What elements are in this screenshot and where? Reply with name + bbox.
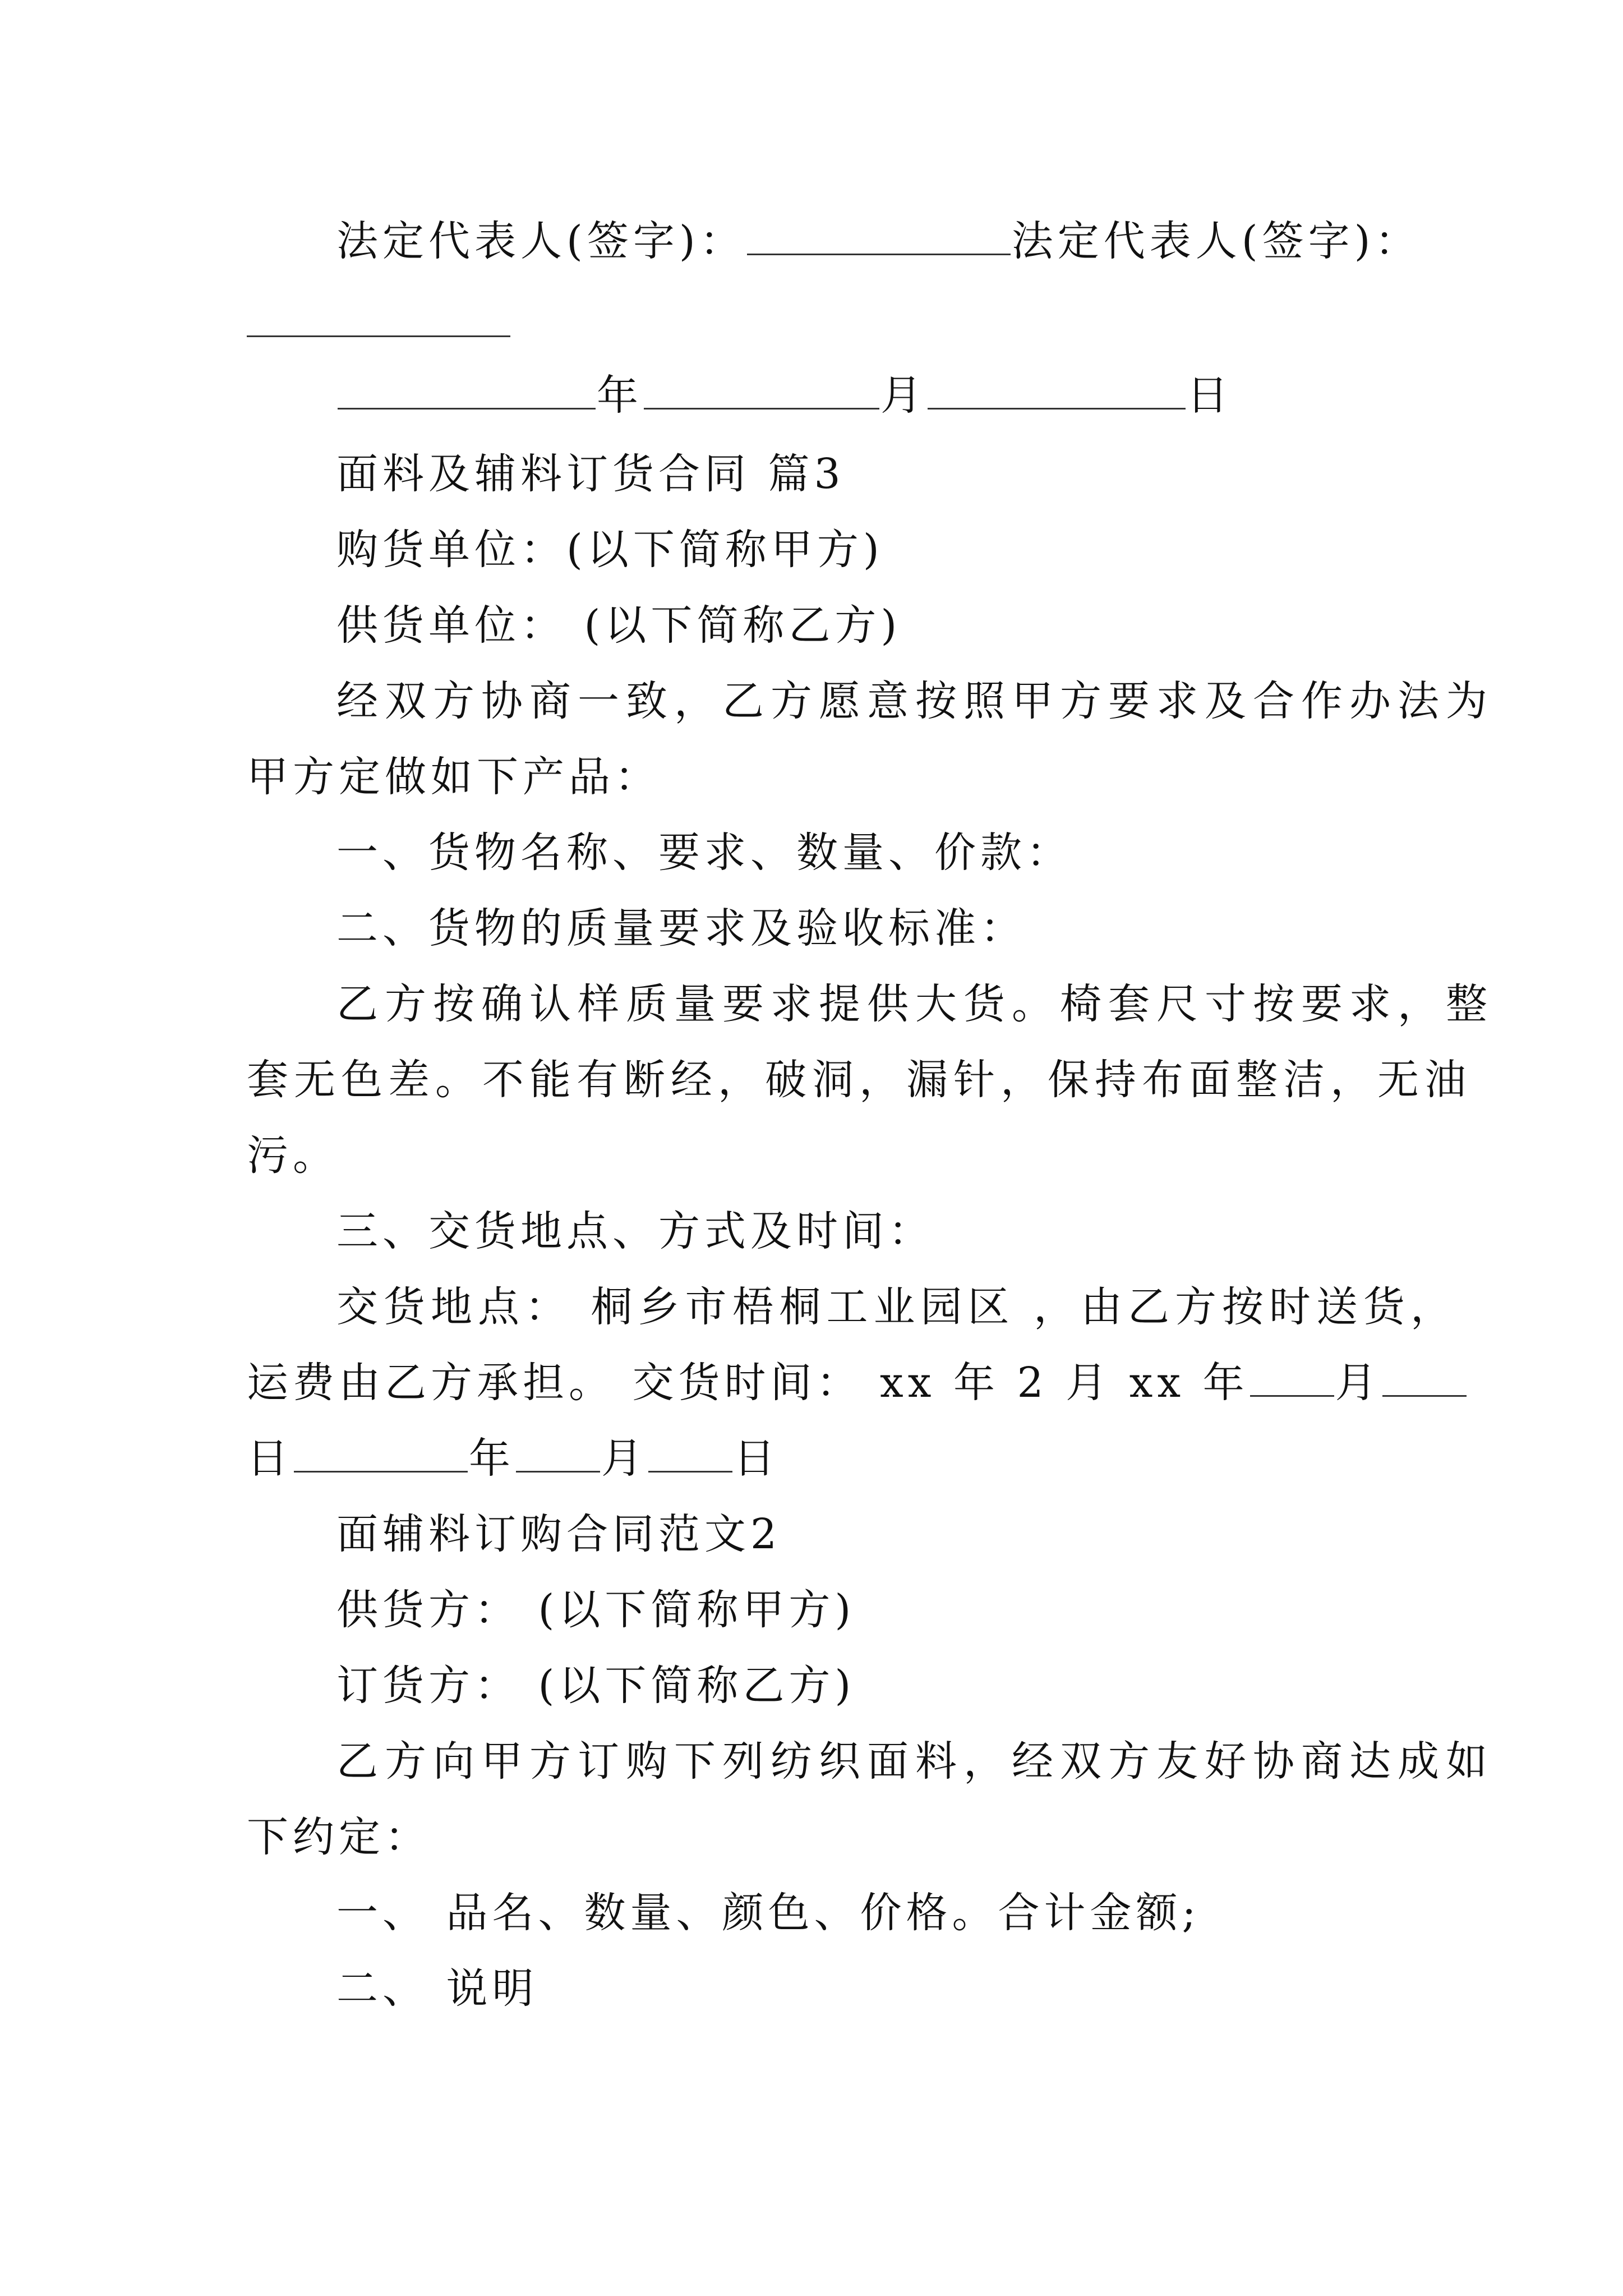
party-b-line: 订货方： (以下简称乙方) xyxy=(336,1662,856,1710)
paragraph-1-line-1: 经双方协商一致，乙方愿意按照甲方要求及合作办法为 xyxy=(336,677,1494,725)
delivery-day-label: 日 xyxy=(247,1434,293,1483)
paragraph-2-line-3: 污。 xyxy=(247,1131,339,1180)
delivery-month-label: 月 xyxy=(1335,1359,1381,1407)
clause-2: 二、 说明 xyxy=(336,1964,538,2013)
paragraph-3-line-2 xyxy=(247,1355,1399,1411)
paragraph-4-line-2: 下约定： xyxy=(247,1813,431,1861)
signature-blank-left xyxy=(747,213,1011,255)
day-label: 日 xyxy=(1187,371,1233,420)
end-day-blank xyxy=(648,1430,732,1473)
end-month-label: 月 xyxy=(601,1434,647,1483)
signature-blank-right xyxy=(247,335,510,337)
paragraph-3-line-3 xyxy=(247,1430,1399,1487)
paragraph-1-line-2: 甲方定做如下产品： xyxy=(247,753,661,801)
month-blank xyxy=(644,367,879,409)
buyer-line: 购货单位：(以下简称甲方) xyxy=(336,526,884,574)
end-month-blank xyxy=(516,1430,600,1473)
signature-line xyxy=(336,213,1421,269)
clause-1: 一、 品名、数量、颜色、价格。合计金额; xyxy=(336,1889,1201,1937)
paragraph-3-line-1: 交货地点： 桐乡市梧桐工业园区 ，由乙方按时送货， xyxy=(336,1283,1458,1331)
month-label: 月 xyxy=(880,371,926,420)
party-a-line: 供货方： (以下简称甲方) xyxy=(336,1586,856,1634)
item-1: 一、货物名称、要求、数量、价款： xyxy=(336,829,1072,877)
year-blank xyxy=(338,367,596,409)
item-2: 二、货物的质量要求及验收标准： xyxy=(336,904,1026,953)
legal-rep-signature-right: 法定代表人(签字)： xyxy=(1011,217,1421,265)
paragraph-2-line-2: 套无色差。不能有断经，破洞，漏针，保持布面整洁，无油 xyxy=(247,1056,1472,1104)
paragraph-4-line-1: 乙方向甲方订购下列纺织面料，经双方友好协商达成如 xyxy=(336,1737,1494,1786)
end-year-blank xyxy=(294,1430,468,1473)
paragraph-2-line-1: 乙方按确认样质量要求提供大货。椅套尺寸按要求，整 xyxy=(336,980,1494,1028)
legal-rep-signature-left: 法定代表人(签字)： xyxy=(336,217,746,265)
end-year-label: 年 xyxy=(469,1434,515,1483)
year-label: 年 xyxy=(597,371,643,420)
date-line xyxy=(336,367,1399,424)
heading-contract-3: 面料及辅料订货合同 篇3 xyxy=(336,450,845,498)
end-day-label: 日 xyxy=(734,1434,780,1483)
delivery-month-blank xyxy=(1382,1355,1467,1397)
supplier-line: 供货单位： (以下简称乙方) xyxy=(336,601,902,650)
delivery-year-blank xyxy=(1250,1355,1334,1397)
heading-sample-2: 面辅料订购合同范文2 xyxy=(336,1510,782,1558)
day-blank xyxy=(928,367,1186,409)
delivery-time-text: 运费由乙方承担。 交货时间： xx 年 2 月 xx 年 xyxy=(247,1359,1249,1407)
item-3: 三、交货地点、方式及时间： xyxy=(336,1207,934,1255)
